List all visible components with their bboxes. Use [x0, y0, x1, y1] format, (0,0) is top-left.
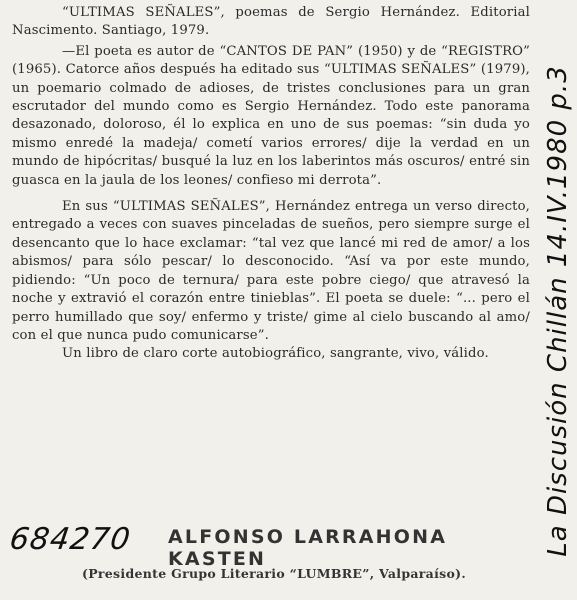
article-paragraph: “ULTIMAS SEÑALES”, poemas de Sergio Hernández. Editorial Nascimento. Santiago, 1979. — [12, 5, 530, 39]
article-paragraph: Un libro de claro corte autobiográfico, sangrante, vivo, válido. — [62, 346, 489, 362]
signature-row — [7, 522, 530, 570]
author-name: ALFONSO LARRAHONA KASTEN — [168, 526, 448, 570]
handwritten-catalog-number: 684270 — [7, 522, 133, 557]
handwritten-margin-note — [540, 36, 576, 586]
article-paragraph: En sus “ULTIMAS SEÑALES”, Hernández entrega un verso directo, entregado a veces con suaves pinceladas de sueños, pero siempre surge el desencanto que lo hace exclamar: “tal vez que lancé mi red de amor/ a los abismos/ para sólo pescar/ lo desconocido. “Así va por este mundo, pidiendo: “Un poco de ternura/ para este pobre ciego/ que atravesó la noche y extravió el corazón entre tinieblas”. El poeta se duele: “... pero el perro humillado que soy/ enfermo y triste/ gime al cielo buscando al amo/ con el que nunca pudo comunicarse”. — [12, 199, 530, 343]
margin-note-text: La Discusión Chillán 14.IV.1980 p.3 — [543, 65, 573, 557]
article-paragraph: —El poeta es autor de “CANTOS DE PAN” (1950) y de “REGISTRO” (1965). Catorce años después ha editado sus “ULTIMAS SEÑALES” (1979), un poemario colmado de adioses, de tristes conclusiones para un gran escrutador del mundo como es Sergio Hernández. Todo este panorama desazonado, doloroso, él lo explica en uno de sus poemas: “sin duda yo mismo enredé la madeja/ cometí varios errores/ dije la verdad en un mundo de hipócritas/ busqué la luz en los laberintos más oscuros/ entré sin guasca en la jaula de los leones/ confieso mi derrota”. — [12, 43, 530, 188]
author-affiliation: (Presidente Grupo Literario “LUMBRE”, Valparaíso). — [82, 566, 466, 581]
article-body — [12, 4, 530, 364]
